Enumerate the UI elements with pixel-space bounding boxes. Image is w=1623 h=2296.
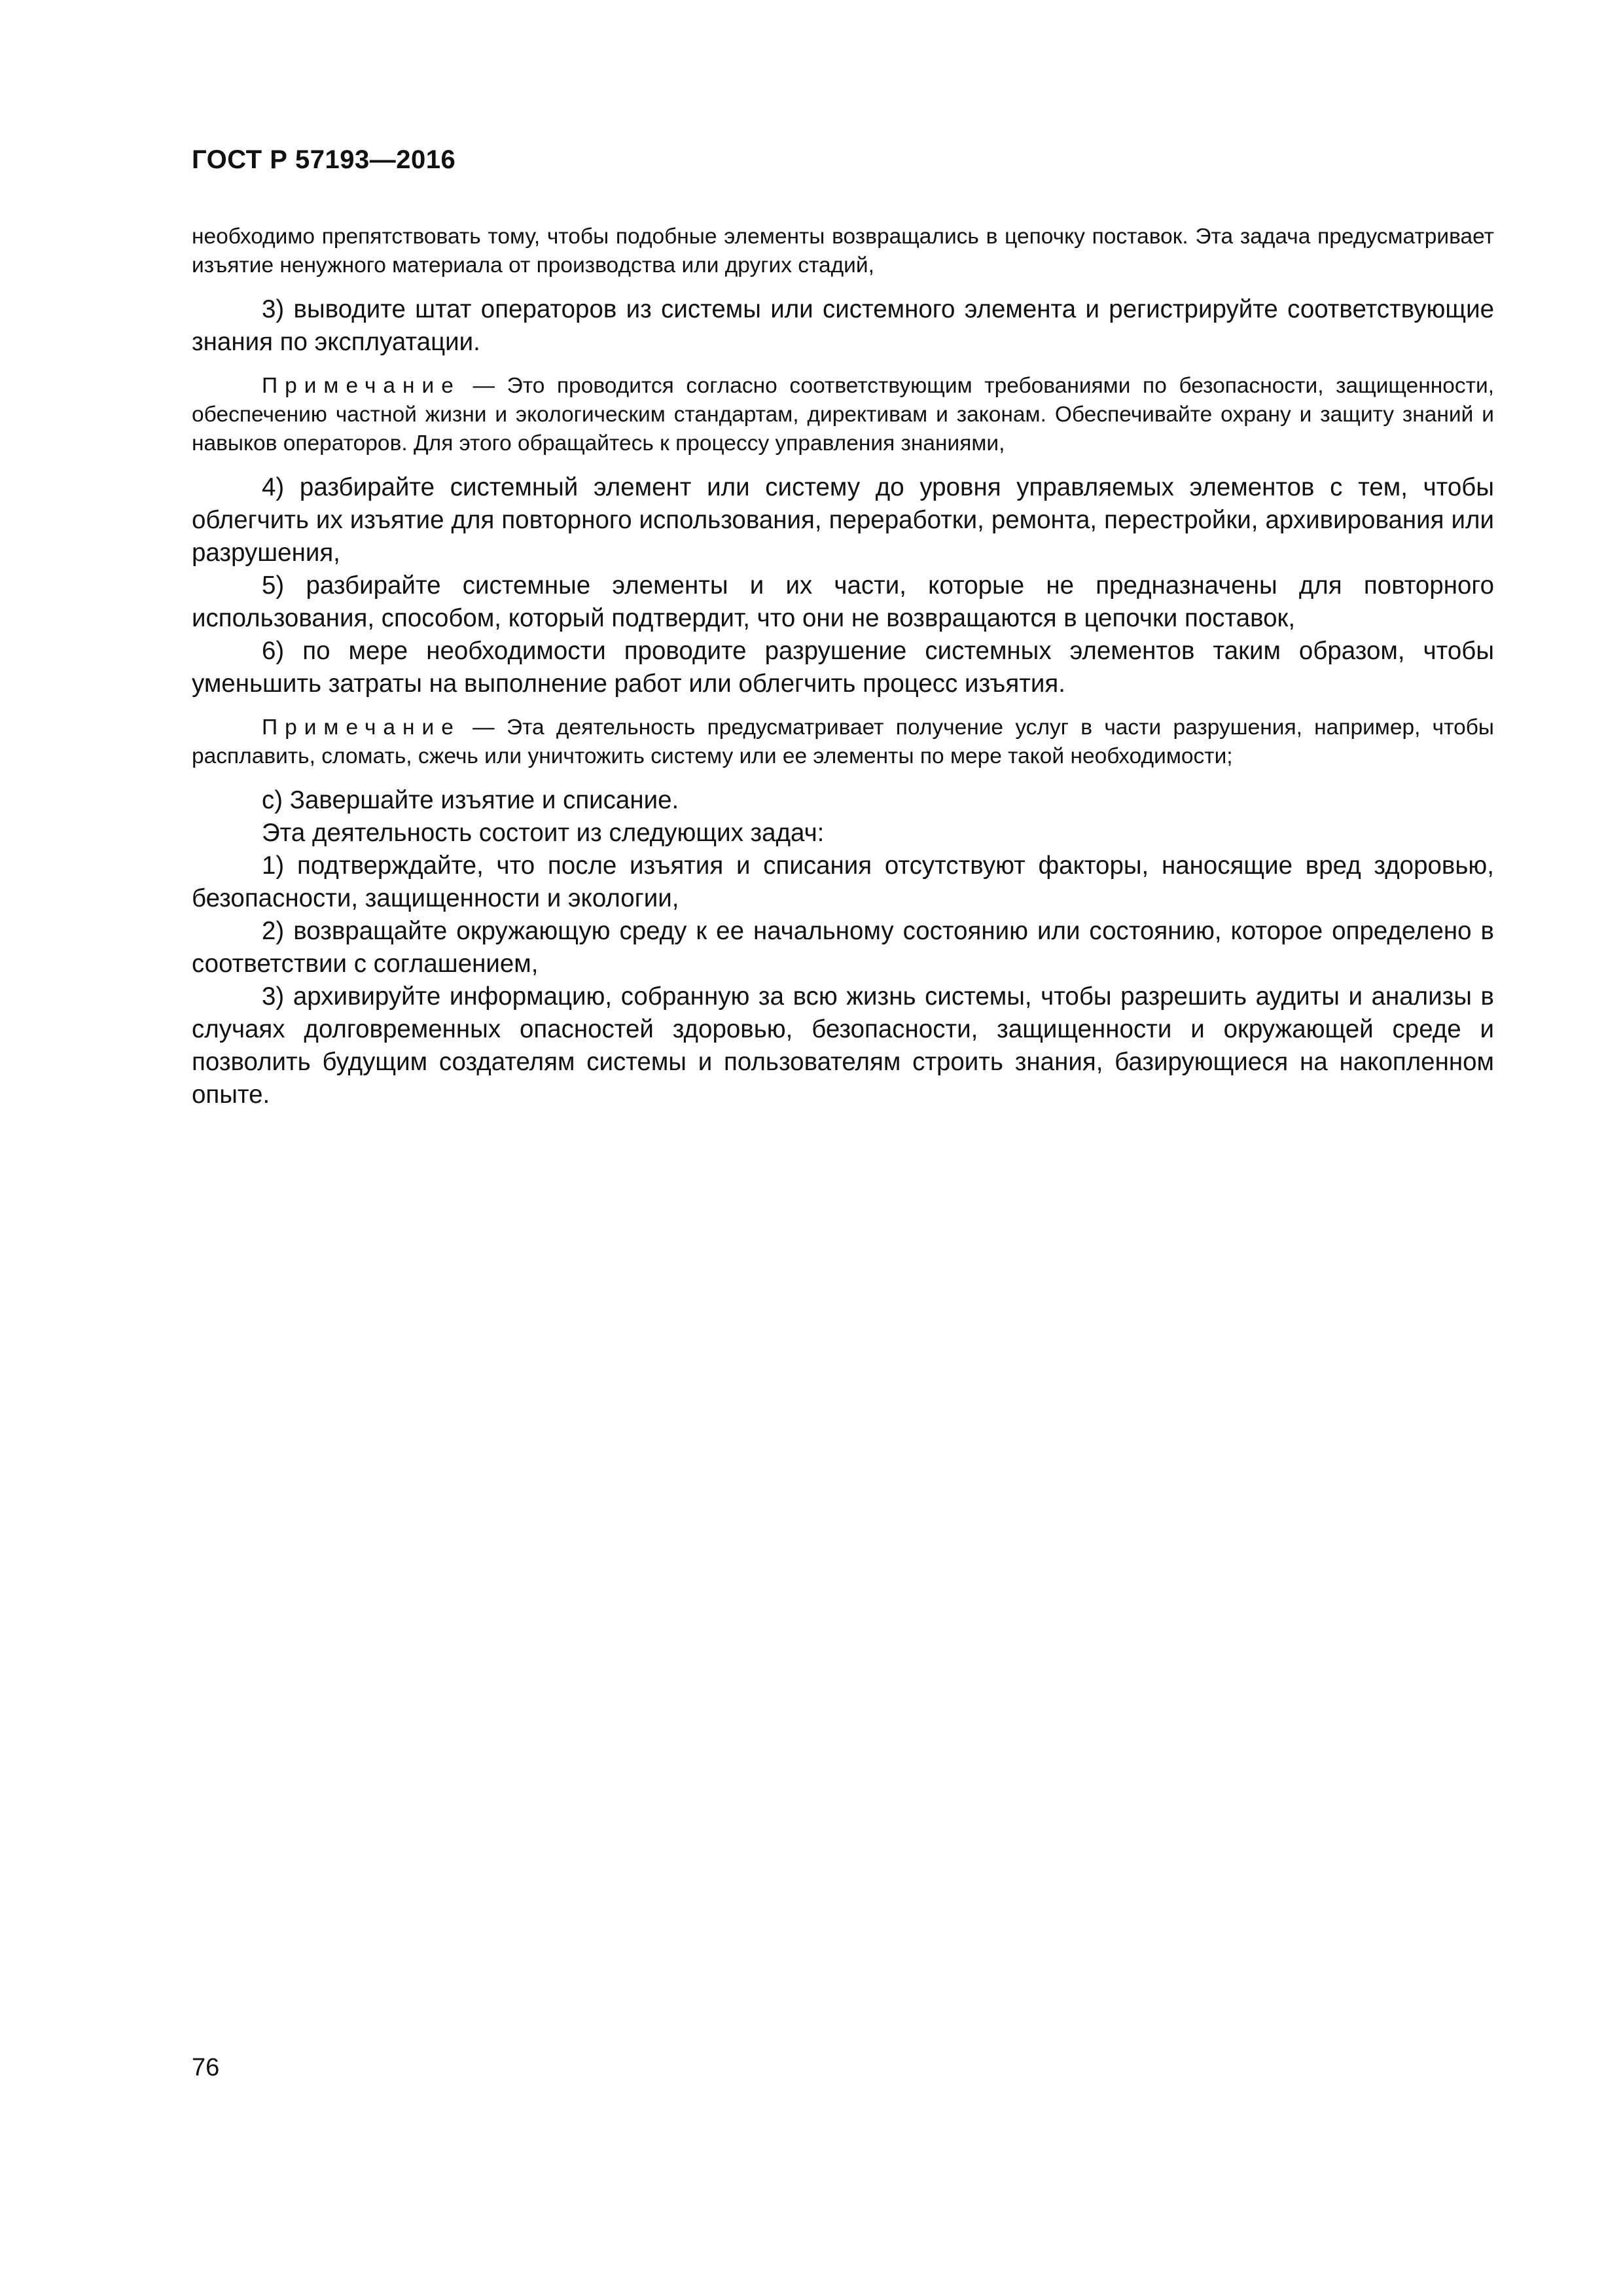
- note-2-text: — Эта деятельность предусматривает получение услуг в части разрушения, например, чтобы расплавить, сломать, сжечь или уничтожить систему или ее элементы по мере такой необходимости;: [192, 715, 1494, 768]
- paragraph-tasks-intro: Эта деятельность состоит из следующих задач:: [262, 819, 825, 847]
- note-1-text: — Это проводится согласно соответствующим требованиями по безопасности, защищенности, обеспечению частной жизни и экологическим стандартам, директивам и законам. Обеспечивайте охрану и защиту знаний и навыков операторов. Для этого обращайтесь к процессу управления знаниями,: [192, 374, 1494, 456]
- paragraph-item-5: 5) разбирайте системные элементы и их части, которые не предназначены для повторного использования, способом, который подтвердит, что они не возвращаются в цепочки поставок,: [192, 571, 1494, 632]
- paragraph-task-2: 2) возвращайте окружающую среду к ее начальному состоянию или состоянию, которое определено в соответствии с соглашением,: [192, 917, 1494, 978]
- paragraph-continuation: необходимо препятствовать тому, чтобы подобные элементы возвращались в цепочку поставок. Эта задача предусматривает изъятие ненужного материала от производства или других стадий,: [192, 224, 1494, 278]
- paragraph-task-3: 3) архивируйте информацию, собранную за всю жизнь системы, чтобы разрешить аудиты и анализы в случаях долговременных опасностей здоровью, безопасности, защищенности и окружающей среде и позволить будущим создателям системы и пользователям строить знания, базирующиеся на накопленном опыте.: [192, 982, 1494, 1109]
- paragraph-item-4: 4) разбирайте системный элемент или систему до уровня управляемых элементов с тем, чтобы облегчить их изъятие для повторного использования, переработки, ремонта, перестройки, архивирования или разрушения,: [192, 473, 1494, 567]
- page-number: 76: [192, 2054, 220, 2081]
- note-1: [192, 372, 1494, 458]
- note-2-label: Примечание: [262, 715, 461, 740]
- document-body: [192, 223, 1494, 1111]
- paragraph-task-1: 1) подтверждайте, что после изъятия и списания отсутствуют факторы, наносящие вред здоровью, безопасности, защищенности и экологии,: [192, 852, 1494, 912]
- document-header-code: ГОСТ Р 57193—2016: [192, 145, 456, 174]
- paragraph-item-6: 6) по мере необходимости проводите разрушение системных элементов таким образом, чтобы уменьшить затраты на выполнение работ или облегчить процесс изъятия.: [192, 637, 1494, 698]
- paragraph-item-3-operators: 3) выводите штат операторов из системы или системного элемента и регистрируйте соответствующие знания по эксплуатации.: [192, 295, 1494, 356]
- paragraph-section-c: с) Завершайте изъятие и списание.: [262, 786, 679, 814]
- note-2: [192, 713, 1494, 771]
- note-1-label: Примечание: [262, 374, 461, 398]
